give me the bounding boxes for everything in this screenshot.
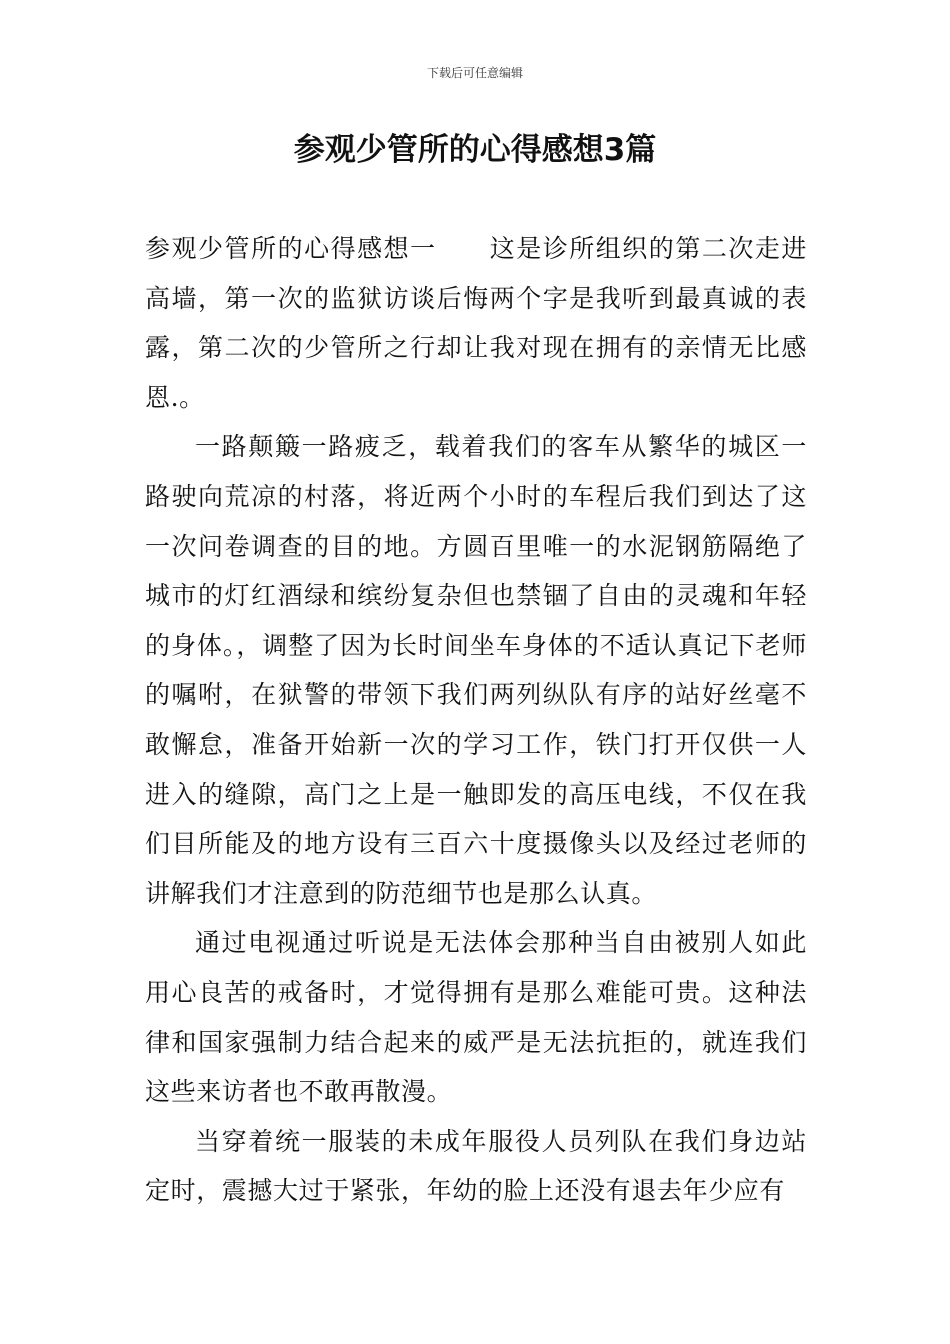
document-body [145,224,807,1216]
document-title: 参观少管所的心得感想3篇 [293,132,657,168]
paragraph: 当穿着统一服装的未成年服役人员列队在我们身边站定时，震撼大过于紧张，年幼的脸上还没有退去年少应有 [145,1126,807,1206]
paragraph: 一路颠簸一路疲乏，载着我们的客车从繁华的城区一路驶向荒凉的村落，将近两个小时的车程后我们到达了这一次问卷调查的目的地。方圆百里唯一的水泥钢筋隔绝了城市的灯红酒绿和缤纷复杂但也禁锢了自由的灵魂和年轻的身体。，调整了因为长时间坐车身体的不适认真记下老师的嘱咐，在狱警的带领下我们两列纵队有序的站好丝毫不敢懈怠，准备开始新一次的学习工作，铁门打开仅供一人进入的缝隙，高门之上是一触即发的高压电线，不仅在我们目所能及的地方设有三百六十度摄像头以及经过老师的讲解我们才注意到的防范细节也是那么认真。 [145,432,807,908]
paragraph: 通过电视通过听说是无法体会那种当自由被别人如此用心良苦的戒备时，才觉得拥有是那么难能可贵。这种法律和国家强制力结合起来的威严是无法抗拒的，就连我们这些来访者也不敢再散漫。 [145,928,807,1107]
header-note: 下载后可任意编辑 [426,66,523,80]
paragraph: 参观少管所的心得感想一 这是诊所组织的第二次走进高墙，第一次的监狱访谈后悔两个字是我听到最真诚的表露，第二次的少管所之行却让我对现在拥有的亲情无比感恩.。 [145,234,807,412]
